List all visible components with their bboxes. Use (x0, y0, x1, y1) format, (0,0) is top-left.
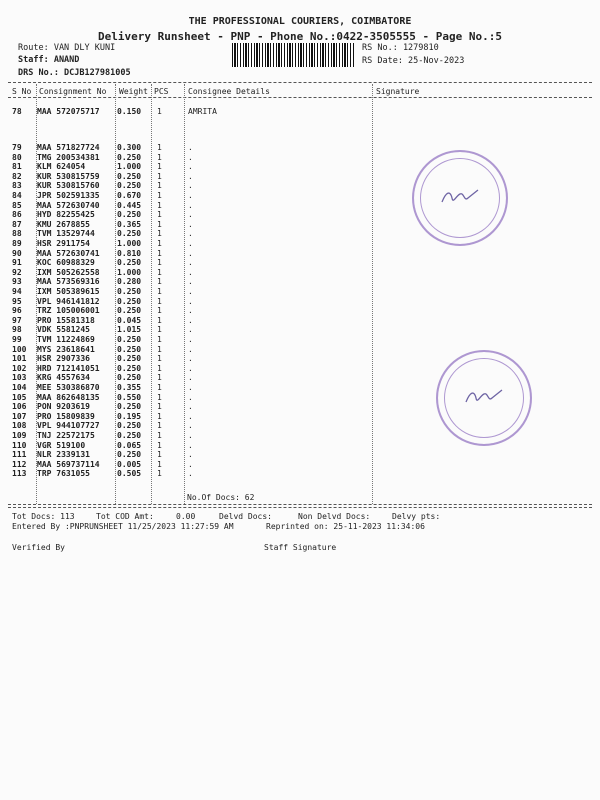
row-pcs: 1 (157, 306, 162, 316)
row-consignment-no: KOC 60988329 (37, 258, 95, 268)
row-pcs: 1 (157, 248, 162, 258)
row-sno: 89 (12, 239, 22, 248)
row-consignment-no: PRO 15809839 (37, 411, 95, 421)
row-weight: 0.250 (117, 296, 142, 306)
row-consignee: . (188, 248, 193, 258)
row-consignment-no: MAA 862648135 (37, 392, 100, 402)
row-sno: 88 (12, 229, 22, 239)
col-sep-3 (151, 84, 152, 504)
row-weight: 0.250 (117, 373, 142, 383)
row-sno: 92 (12, 267, 22, 277)
row-weight: 0.250 (117, 421, 142, 431)
row-consignee: . (188, 306, 193, 316)
row-consignee: . (188, 335, 193, 344)
row-consignee: . (188, 469, 193, 479)
row-pcs: 1 (157, 229, 162, 239)
row-sno: 106 (12, 402, 27, 412)
row-consignment-no: MAA 572075717 (37, 107, 100, 116)
company-title: THE PROFESSIONAL COURIERS, COIMBATORE (188, 16, 412, 27)
row-pcs: 1 (157, 354, 162, 364)
row-pcs: 1 (157, 392, 162, 402)
row-consignee: . (188, 143, 193, 152)
row-weight: 0.355 (117, 383, 142, 392)
row-consignee: . (188, 373, 193, 383)
row-consignee: . (188, 200, 193, 210)
row-consignee: . (188, 229, 193, 239)
row-pcs: 1 (157, 344, 162, 354)
row-weight: 0.250 (117, 431, 142, 440)
row-pcs: 1 (157, 373, 162, 383)
row-sno: 94 (12, 287, 22, 296)
row-weight: 0.250 (117, 229, 142, 239)
row-consignment-no: HRD 712141051 (37, 363, 100, 373)
row-sno: 91 (12, 258, 22, 268)
row-weight: 0.505 (117, 469, 142, 479)
row-consignment-no: KUR 530815759 (37, 171, 100, 181)
col-header-signature: Signature (376, 87, 420, 96)
row-consignment-no: MEE 530386870 (37, 383, 100, 392)
row-consignment-no: MAA 572630741 (37, 248, 100, 258)
row-consignee: . (188, 181, 193, 191)
row-consignment-no: TNJ 22572175 (37, 431, 95, 440)
row-sno: 79 (12, 143, 22, 152)
verification-stamp-1 (412, 150, 508, 246)
row-consignment-no: VDK 5581245 (37, 325, 90, 335)
row-consignment-no: IXM 505389615 (37, 287, 100, 296)
row-consignee: . (188, 239, 193, 248)
col-sep-4 (184, 84, 185, 504)
row-weight: 0.445 (117, 200, 142, 210)
row-consignee: . (188, 325, 193, 335)
tot-cod-label: Tot COD Amt: (96, 512, 154, 521)
col-header-weight: Weight (119, 87, 148, 96)
row-consignment-no: HYD 82255425 (37, 210, 95, 220)
row-consignee: AMRITA (188, 107, 217, 116)
row-weight: 0.150 (117, 107, 142, 116)
row-consignee: . (188, 277, 193, 287)
row-consignee: . (188, 162, 193, 172)
row-weight: 0.250 (117, 354, 142, 364)
row-pcs: 1 (157, 325, 162, 335)
row-pcs: 1 (157, 239, 162, 248)
runsheet-subtitle: Delivery Runsheet - PNP - Phone No.:0422-3505555 - Page No.:5 (98, 30, 502, 43)
row-weight: 0.300 (117, 143, 142, 152)
row-consignment-no: MAA 573569316 (37, 277, 100, 287)
col-sep-5 (372, 84, 373, 504)
header-divider-bottom (8, 97, 592, 98)
row-sno: 105 (12, 392, 27, 402)
row-sno: 78 (12, 107, 22, 116)
row-sno: 108 (12, 421, 27, 431)
row-weight: 1.000 (117, 162, 142, 172)
row-sno: 83 (12, 181, 22, 191)
row-sno: 100 (12, 344, 27, 354)
row-sno: 104 (12, 383, 27, 392)
row-weight: 0.250 (117, 287, 142, 296)
col-header-consignment: Consignment No (39, 87, 107, 96)
row-sno: 109 (12, 431, 27, 440)
row-consignee: . (188, 392, 193, 402)
row-consignment-no: TRZ 105006001 (37, 306, 100, 316)
footer-divider-2 (8, 507, 592, 508)
footer-divider-1 (8, 504, 592, 505)
row-weight: 0.250 (117, 450, 142, 460)
row-consignee: . (188, 267, 193, 277)
staff-signature: Staff Signature (264, 543, 337, 552)
row-consignment-no: KUR 530815760 (37, 181, 100, 191)
row-sno: 87 (12, 219, 22, 229)
row-pcs: 1 (157, 440, 162, 450)
row-weight: 0.250 (117, 181, 142, 191)
row-pcs: 1 (157, 107, 162, 116)
row-pcs: 1 (157, 171, 162, 181)
row-weight: 1.000 (117, 239, 142, 248)
row-consignment-no: TMG 200534381 (37, 152, 100, 162)
row-sno: 95 (12, 296, 22, 306)
row-consignment-no: VGR 519100 (37, 440, 86, 450)
verified-by: Verified By (12, 543, 65, 552)
row-consignment-no: HSR 2911754 (37, 239, 90, 248)
row-pcs: 1 (157, 210, 162, 220)
row-sno: 81 (12, 162, 22, 172)
row-weight: 0.250 (117, 306, 142, 316)
row-sno: 102 (12, 363, 27, 373)
row-sno: 107 (12, 411, 27, 421)
row-sno: 112 (12, 459, 27, 469)
row-pcs: 1 (157, 287, 162, 296)
row-pcs: 1 (157, 181, 162, 191)
row-consignment-no: NLR 2339131 (37, 450, 90, 460)
row-consignee: . (188, 411, 193, 421)
row-sno: 103 (12, 373, 27, 383)
rs-no-label: RS No.: 1279810 (362, 43, 439, 53)
row-consignment-no: IXM 505262558 (37, 267, 100, 277)
row-sno: 113 (12, 469, 27, 479)
row-consignee: . (188, 363, 193, 373)
row-consignee: . (188, 210, 193, 220)
tot-docs: Tot Docs: 113 (12, 512, 75, 521)
row-weight: 0.250 (117, 152, 142, 162)
row-weight: 0.005 (117, 459, 142, 469)
route-label: Route: VAN DLY KUNI (18, 43, 116, 53)
row-consignment-no: KLM 624054 (37, 162, 86, 172)
row-consignment-no: PON 9203619 (37, 402, 90, 412)
row-weight: 0.250 (117, 363, 142, 373)
col-sep-2 (115, 84, 116, 504)
row-weight: 0.670 (117, 191, 142, 200)
row-weight: 1.000 (117, 267, 142, 277)
row-weight: 0.065 (117, 440, 142, 450)
entered-by: Entered By :PNPRUNSHEET 11/25/2023 11:27:59 AM (12, 522, 234, 531)
row-consignment-no: TVM 13529744 (37, 229, 95, 239)
signature-scribble-icon (438, 186, 482, 208)
non-delvd-docs: Non Delvd Docs: (298, 512, 371, 521)
row-consignee: . (188, 315, 193, 325)
row-sno: 99 (12, 335, 22, 344)
drs-label: DRS No.: DCJB127981005 (18, 68, 131, 78)
row-pcs: 1 (157, 402, 162, 412)
row-consignment-no: HSR 2907336 (37, 354, 90, 364)
row-sno: 90 (12, 248, 22, 258)
row-pcs: 1 (157, 383, 162, 392)
reprinted-on: Reprinted on: 25-11-2023 11:34:06 (266, 522, 425, 531)
row-sno: 97 (12, 315, 22, 325)
row-pcs: 1 (157, 191, 162, 200)
row-consignment-no: TVM 11224869 (37, 335, 95, 344)
row-weight: 0.250 (117, 171, 142, 181)
row-consignment-no: MAA 572630740 (37, 200, 100, 210)
row-pcs: 1 (157, 219, 162, 229)
row-consignee: . (188, 431, 193, 440)
signature-scribble-icon (462, 386, 506, 408)
rs-date-label: RS Date: 25-Nov-2023 (362, 56, 465, 66)
row-consignment-no: MAA 571827724 (37, 143, 100, 152)
row-pcs: 1 (157, 152, 162, 162)
col-header-pcs: PCS (154, 87, 169, 96)
row-weight: 0.250 (117, 402, 142, 412)
row-consignment-no: PRO 15581318 (37, 315, 95, 325)
row-consignment-no: KMU 2678855 (37, 219, 90, 229)
row-weight: 0.195 (117, 411, 142, 421)
row-pcs: 1 (157, 469, 162, 479)
row-consignee: . (188, 344, 193, 354)
row-consignee: . (188, 219, 193, 229)
row-consignee: . (188, 354, 193, 364)
row-sno: 101 (12, 354, 27, 364)
row-consignee: . (188, 450, 193, 460)
row-weight: 0.250 (117, 258, 142, 268)
row-weight: 0.250 (117, 344, 142, 354)
header-divider-top (8, 82, 592, 83)
row-consignment-no: TRP 7631055 (37, 469, 90, 479)
row-pcs: 1 (157, 143, 162, 152)
row-sno: 84 (12, 191, 22, 200)
row-pcs: 1 (157, 411, 162, 421)
row-consignment-no: VPL 944107727 (37, 421, 100, 431)
row-pcs: 1 (157, 162, 162, 172)
row-weight: 0.250 (117, 210, 142, 220)
row-sno: 93 (12, 277, 22, 287)
row-weight: 0.280 (117, 277, 142, 287)
row-consignee: . (188, 402, 193, 412)
row-sno: 110 (12, 440, 27, 450)
col-header-sno: S No (12, 87, 32, 96)
row-pcs: 1 (157, 277, 162, 287)
row-consignee: . (188, 459, 193, 469)
row-consignee: . (188, 152, 193, 162)
row-weight: 0.810 (117, 248, 142, 258)
row-pcs: 1 (157, 431, 162, 440)
row-weight: 0.365 (117, 219, 142, 229)
col-header-details: Consignee Details (188, 87, 270, 96)
delvd-docs: Delvd Docs: (219, 512, 272, 521)
row-sno: 82 (12, 171, 22, 181)
row-sno: 85 (12, 200, 22, 210)
row-sno: 80 (12, 152, 22, 162)
staff-label: Staff: ANAND (18, 55, 80, 65)
tot-cod-value: 0.00 (176, 512, 196, 521)
row-consignee: . (188, 258, 193, 268)
row-sno: 86 (12, 210, 22, 220)
row-sno: 98 (12, 325, 22, 335)
row-consignment-no: KRG 4557634 (37, 373, 90, 383)
row-pcs: 1 (157, 315, 162, 325)
row-consignee: . (188, 383, 193, 392)
row-consignee: . (188, 287, 193, 296)
row-pcs: 1 (157, 450, 162, 460)
row-consignment-no: MAA 569737114 (37, 459, 100, 469)
row-weight: 1.015 (117, 325, 142, 335)
verification-stamp-2 (436, 350, 532, 446)
row-consignee: . (188, 440, 193, 450)
row-pcs: 1 (157, 421, 162, 431)
row-consignment-no: MYS 23618641 (37, 344, 95, 354)
row-sno: 96 (12, 306, 22, 316)
row-consignee: . (188, 421, 193, 431)
delvy-pts: Delvy pts: (392, 512, 441, 521)
row-sno: 111 (12, 450, 27, 460)
row-pcs: 1 (157, 296, 162, 306)
row-weight: 0.045 (117, 315, 142, 325)
row-consignee: . (188, 191, 193, 200)
row-pcs: 1 (157, 200, 162, 210)
row-pcs: 1 (157, 335, 162, 344)
no-of-docs: No.Of Docs: 62 (187, 493, 255, 502)
row-consignee: . (188, 296, 193, 306)
row-pcs: 1 (157, 459, 162, 469)
row-pcs: 1 (157, 258, 162, 268)
row-pcs: 1 (157, 363, 162, 373)
row-weight: 0.250 (117, 335, 142, 344)
row-consignee: . (188, 171, 193, 181)
row-consignment-no: JPR 502591335 (37, 191, 100, 200)
row-consignment-no: VPL 946141812 (37, 296, 100, 306)
barcode (232, 43, 354, 67)
row-weight: 0.550 (117, 392, 142, 402)
row-pcs: 1 (157, 267, 162, 277)
